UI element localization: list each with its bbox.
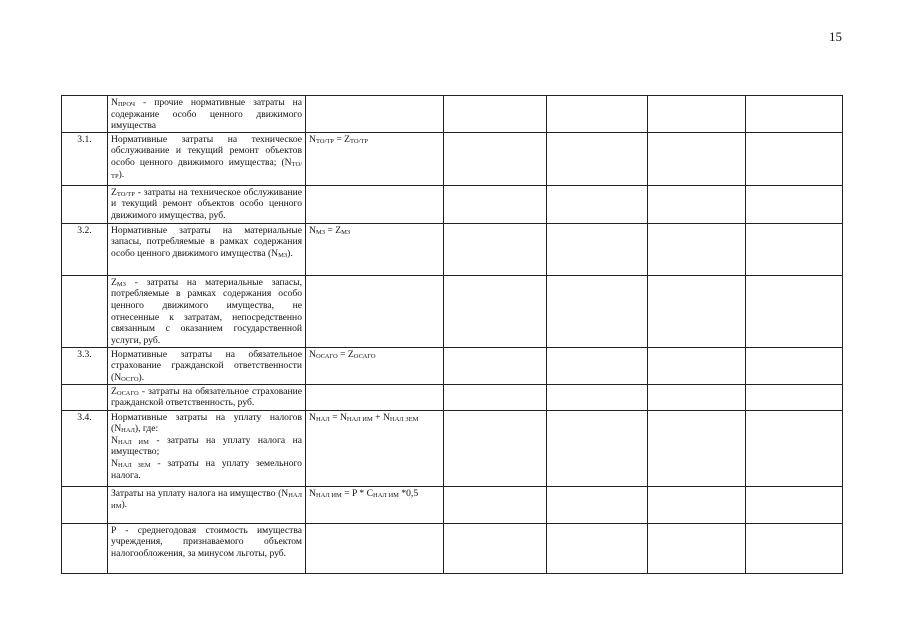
page-number: 15: [829, 29, 842, 44]
row-formula: $N_{МЗ} = Z_{МЗ}$: [306, 223, 444, 275]
subscript: НАЛ: [315, 415, 330, 423]
row-number: [62, 523, 108, 573]
subscript: НАЛ ИМ: [373, 491, 399, 499]
empty-cell: [547, 275, 648, 347]
empty-cell: [648, 223, 746, 275]
subscript: МЗ: [116, 280, 126, 288]
row-description: Нормативные затраты на техническое обслуживание и текущий ремонт объектов особо ценного движимого имущества; $(N_{ТО/ТР})$.: [108, 132, 306, 185]
subscript: НАЛ ЗЕМ: [117, 461, 151, 469]
norms-table: [61, 95, 843, 574]
empty-cell: [444, 275, 547, 347]
row-number: 3.4.: [62, 410, 108, 486]
empty-cell: [746, 132, 843, 185]
row-number: [62, 185, 108, 223]
row-number: 3.2.: [62, 223, 108, 275]
row-formula: [306, 523, 444, 573]
subscript: ТО/ТР: [315, 137, 334, 145]
empty-cell: [648, 523, 746, 573]
empty-cell: [444, 486, 547, 523]
empty-cell: [648, 275, 746, 347]
subscript: НАЛ ЗЕМ: [389, 415, 419, 423]
subscript: ТО/ТР: [350, 137, 368, 145]
row-formula: $N_{ОСАГО} = Z_{ОСАГО}$: [306, 347, 444, 384]
empty-cell: [444, 523, 547, 573]
table-row: [62, 185, 843, 223]
row-formula: $N_{НАЛ ИМ} = P * C_{НАЛ ИМ}$ *0,5: [306, 486, 444, 523]
table-row: [62, 523, 843, 573]
row-number: [62, 96, 108, 133]
empty-cell: [746, 275, 843, 347]
empty-cell: [444, 96, 547, 133]
empty-cell: [444, 132, 547, 185]
empty-cell: [444, 384, 547, 410]
empty-cell: [547, 384, 648, 410]
row-number: [62, 384, 108, 410]
empty-cell: [547, 96, 648, 133]
empty-cell: [444, 347, 547, 384]
row-number: 3.3.: [62, 347, 108, 384]
empty-cell: [648, 96, 746, 133]
table-row: [62, 96, 843, 133]
row-description: P - среднегодовая стоимость имущества учреждения, признаваемого объектом налогообложения, за минусом льготы, руб.: [108, 523, 306, 573]
row-formula: [306, 384, 444, 410]
empty-cell: [746, 223, 843, 275]
subscript: НАЛ ИМ: [315, 491, 342, 499]
subscript: ОСАГО: [315, 352, 338, 360]
empty-cell: [648, 410, 746, 486]
row-description: $Z_{ОСАГО}$ - затраты на обязательное страхование гражданской ответственность, руб.: [108, 384, 306, 410]
subscript: МЗ: [278, 251, 288, 259]
empty-cell: [547, 223, 648, 275]
row-description: Нормативные затраты на материальные запасы, потребляемые в рамках содержания особо ценного движимого имущества $(N_{МЗ})$.: [108, 223, 306, 275]
empty-cell: [648, 185, 746, 223]
empty-cell: [746, 410, 843, 486]
empty-cell: [746, 384, 843, 410]
empty-cell: [648, 132, 746, 185]
empty-cell: [444, 410, 547, 486]
subscript: НАЛ ИМ: [117, 438, 149, 446]
empty-cell: [547, 132, 648, 185]
subscript: ОСАГО: [353, 352, 376, 360]
empty-cell: [547, 486, 648, 523]
row-formula: [306, 96, 444, 133]
empty-cell: [746, 185, 843, 223]
table-row: [62, 384, 843, 410]
empty-cell: [648, 384, 746, 410]
empty-cell: [547, 347, 648, 384]
row-description: $Z_{МЗ}$ - затраты на материальные запасы, потребляемые в рамках содержания особо ценного движимого имущества, не отнесенные к затратам, непосредственно связанным с оказанием государственной услуги, руб.: [108, 275, 306, 347]
table-row: [62, 410, 843, 486]
subscript: НАЛ ИМ: [346, 415, 373, 423]
row-description: Затраты на уплату налога на имущество $(N_{НАЛ ИМ})$.: [108, 486, 306, 523]
row-description: Нормативные затраты на обязательное страхование гражданской ответственности $(N_{ОСГО})$.: [108, 347, 306, 384]
row-description: $N_{ПРОЧ}$ - прочие нормативные затраты на содержание особо ценного движимого имущества: [108, 96, 306, 133]
table-row: [62, 223, 843, 275]
empty-cell: [648, 347, 746, 384]
subscript: ПРОЧ: [117, 101, 136, 108]
row-description: Нормативные затраты на уплату налогов $(N_{НАЛ})$, где: $N_{НАЛ ИМ}$ - затраты на уплату налога на имущество; $N_{НАЛ ЗЕМ}$ - затраты на уплату земельного налога.: [108, 410, 306, 486]
subscript: НАЛ ИМ: [111, 491, 302, 511]
subscript: НАЛ: [121, 427, 135, 435]
empty-cell: [444, 223, 547, 275]
row-formula: [306, 275, 444, 347]
empty-cell: [547, 523, 648, 573]
subscript: ОСГО: [121, 375, 139, 383]
empty-cell: [547, 185, 648, 223]
empty-cell: [746, 347, 843, 384]
row-formula: [306, 185, 444, 223]
table-row: [62, 347, 843, 384]
empty-cell: [547, 410, 648, 486]
row-number: [62, 275, 108, 347]
empty-cell: [746, 96, 843, 133]
row-description: $Z_{ТО/ТР}$ - затраты на техническое обслуживание и текущий ремонт объектов особо ценного движимого имущества, руб.: [108, 185, 306, 223]
subscript: ТО/ТР: [111, 160, 302, 180]
table-row: [62, 275, 843, 347]
row-number: 3.1.: [62, 132, 108, 185]
empty-cell: [746, 486, 843, 523]
row-formula: $N_{ТО/ТР} = Z_{ТО/ТР}$: [306, 132, 444, 185]
subscript: МЗ: [315, 228, 325, 236]
table-row: [62, 486, 843, 523]
table-row: [62, 132, 843, 185]
row-formula: $N_{НАЛ} = N_{НАЛ ИМ} + N_{НАЛ ЗЕМ}$: [306, 410, 444, 486]
empty-cell: [746, 523, 843, 573]
subscript: МЗ: [341, 228, 351, 236]
subscript: ТО/ТР: [116, 190, 135, 198]
subscript: ОСАГО: [116, 389, 139, 397]
empty-cell: [444, 185, 547, 223]
empty-cell: [648, 486, 746, 523]
row-number: [62, 486, 108, 523]
